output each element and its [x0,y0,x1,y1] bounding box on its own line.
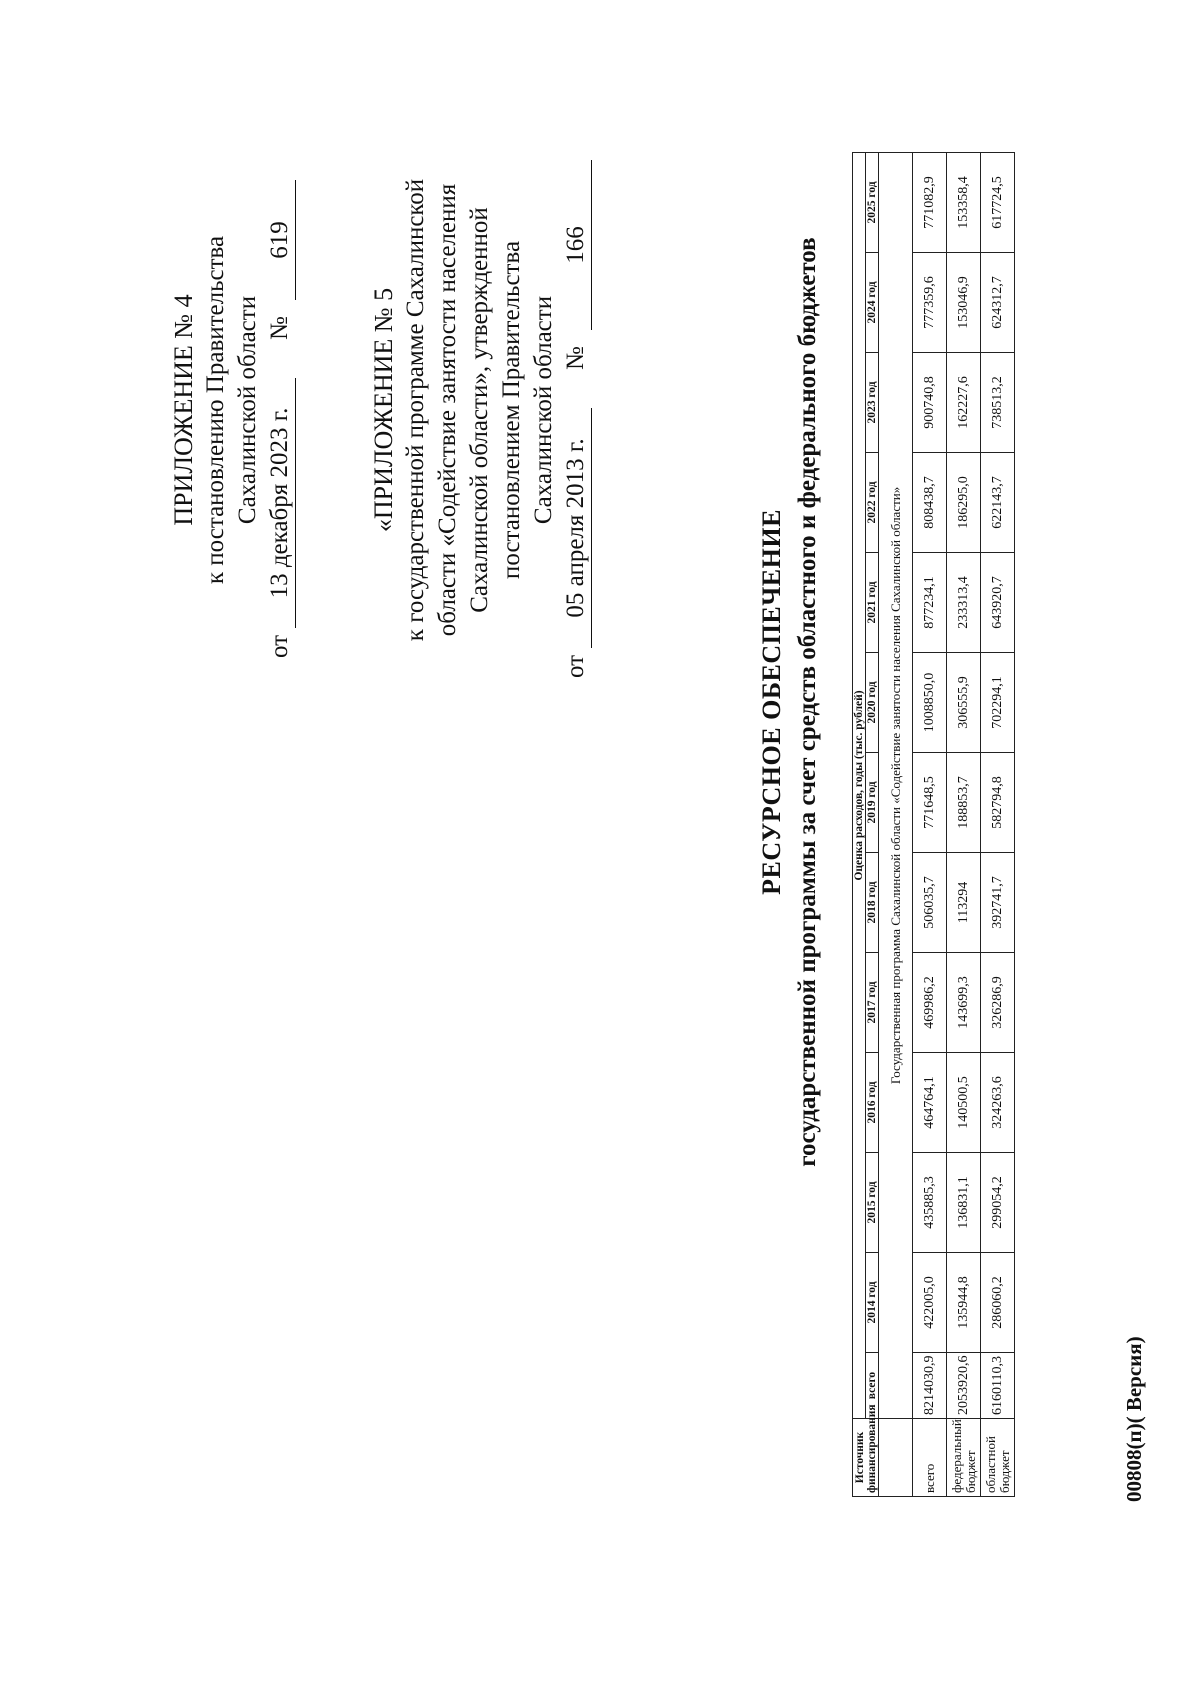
column-header-2015: 2015 год [866,1153,879,1253]
table-cell: 808438,7 [913,453,947,553]
table-cell: 617724,5 [981,152,1015,252]
table-header-row [853,152,866,1496]
column-header-2023: 2023 год [866,353,879,453]
table-cell: 582794,8 [981,753,1015,853]
table-cell: 143699,3 [947,953,981,1053]
table-cell: 140500,5 [947,1053,981,1153]
column-header-2020: 2020 год [866,653,879,753]
funding-table [852,152,1015,1497]
appendix-4-from-label: от [266,634,293,658]
table-cell: 392741,7 [981,853,1015,953]
table-cell: 738513,2 [981,353,1015,453]
table-row [947,152,981,1496]
table-cell: 435885,3 [913,1153,947,1253]
appendix-5-from-label: от [562,654,589,678]
table-cell: 135944,8 [947,1253,981,1353]
table-cell: 306555,9 [947,653,981,753]
appendix-4-number-label: № [266,316,293,340]
table-cell: 286060,2 [981,1253,1015,1353]
table-cell: 624312,7 [981,253,1015,353]
table-cell: 506035,7 [913,853,947,953]
document-heading [755,2,825,1402]
appendix-4-date: 13 декабря 2023 г. [264,378,296,628]
column-header-2017: 2017 год [866,953,879,1053]
table-cell: 113294 [947,853,981,953]
row-source-regional: областной бюджет [981,1419,1015,1497]
appendix-5-line-2: области «Содействие занятости населения [434,183,461,637]
table-cell: 6160110,3 [981,1353,1015,1419]
table-cell: 233313,4 [947,553,981,653]
column-header-2024: 2024 год [866,253,879,353]
table-cell: 622143,7 [981,453,1015,553]
table-cell: 136831,1 [947,1153,981,1253]
table-column-header-row [866,152,879,1496]
table-cell: 153046,9 [947,253,981,353]
appendix-5-date: 05 апреля 2013 г. [560,408,592,648]
program-row-spacer [879,1419,913,1497]
table-cell: 771648,5 [913,753,947,853]
table-cell: 777359,6 [913,253,947,353]
appendix-5-line-4: постановлением Правительства [498,240,525,580]
table-cell: 162227,6 [947,353,981,453]
source-header: Источник финансирования [853,1419,879,1497]
appendix-5-number: 166 [560,160,592,330]
document-title: РЕСУРСНОЕ ОБЕСПЕЧЕНИЕ [757,509,786,895]
table-cell: 422005,0 [913,1253,947,1353]
program-title-row [879,152,913,1496]
appendix-4-date-line [264,180,298,658]
appendix-4-title: ПРИЛОЖЕНИЕ № 4 [169,294,198,526]
appendix-4-line-2: Сахалинской области [234,295,261,525]
table-cell: 469986,2 [913,953,947,1053]
appendix-5-number-label: № [562,346,589,370]
column-header-2016: 2016 год [866,1053,879,1153]
table-cell: 900740,8 [913,353,947,453]
table-cell: 299054,2 [981,1153,1015,1253]
appendix-5-line-3: Сахалинской области», утвержденной [466,207,493,613]
appendix-5-block [368,120,594,700]
column-header-2014: 2014 год [866,1253,879,1353]
row-source-total: всего [913,1419,947,1497]
table-cell: 188853,7 [947,753,981,853]
appendix-5-date-line [560,120,594,700]
footer-code: 00808(п)( Версия) [1122,1336,1146,1502]
column-header-2019: 2019 год [866,753,879,853]
table-row [913,152,947,1496]
appendix-5-line-1: к государственной программе Сахалинской [402,178,429,642]
table-cell: 153358,4 [947,152,981,252]
table-cell: 771082,9 [913,152,947,252]
table-cell: 1008850,0 [913,653,947,753]
table-cell: 643920,7 [981,553,1015,653]
appendix-4-number: 619 [264,180,296,300]
table-cell: 877234,1 [913,553,947,653]
table-cell: 702294,1 [981,653,1015,753]
table-cell: 326286,9 [981,953,1015,1053]
column-header-total: всего [866,1353,879,1419]
column-header-2021: 2021 год [866,553,879,653]
table-cell: 464764,1 [913,1053,947,1153]
column-header-2018: 2018 год [866,853,879,953]
appendix-4-line-1: к постановлению Правительства [202,235,229,585]
table-row [981,152,1015,1496]
table-cell: 2053920,6 [947,1353,981,1419]
appendix-5-title: «ПРИЛОЖЕНИЕ № 5 [369,287,398,533]
row-source-federal: федеральный бюджет [947,1419,981,1497]
program-title: Государственная программа Сахалинской области «Содействие занятости населения Сахалинской области» [879,152,913,1418]
table-cell: 186295,0 [947,453,981,553]
table-cell: 324263,6 [981,1053,1015,1153]
table-cell: 8214030,9 [913,1353,947,1419]
appendix-5-line-5: Сахалинской области [530,295,557,525]
column-header-2025: 2025 год [866,152,879,252]
appendix-4-block [168,180,298,658]
document-subtitle: государственной программы за счет средств областного и федерального бюджетов [794,237,821,1167]
column-header-2022: 2022 год [866,453,879,553]
estimate-header: Оценка расходов, годы (тыс. рублей) [853,152,866,1418]
